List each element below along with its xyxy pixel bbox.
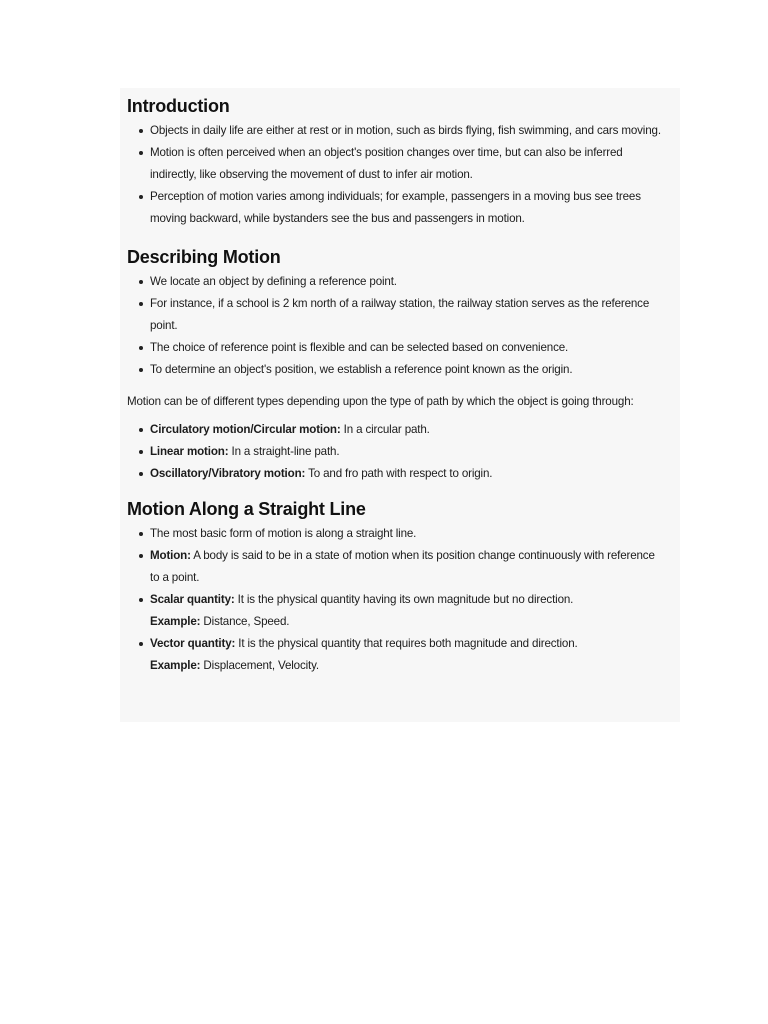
definition: In a circular path. [340,423,430,436]
term: Scalar quantity: [150,593,235,606]
list-item: The choice of reference point is flexible and can be selected based on convenience. [127,337,662,359]
introduction-heading: Introduction [127,96,230,116]
term: Oscillatory/Vibratory motion: [150,467,306,480]
term: Linear motion: [150,445,229,458]
describing-motion-heading: Describing Motion [127,247,281,267]
list-item: Motion is often perceived when an object's position changes over time, but can also be inferred indirectly, like observing the movement of dust to infer air motion. [127,142,662,186]
introduction-list [127,120,680,230]
list-item: For instance, if a school is 2 km north of a railway station, the railway station serves as the reference point. [127,293,662,337]
list-item: The most basic form of motion is along a straight line. [127,523,662,545]
example-label: Example: [150,615,201,628]
list-item: Perception of motion varies among individuals; for example, passengers in a moving bus see trees moving backward, while bystanders see the bus and passengers in motion. [127,186,662,230]
list-item [127,463,662,485]
term: Motion: [150,549,191,562]
straight-line-heading: Motion Along a Straight Line [127,499,366,519]
definition: To and fro path with respect to origin. [305,467,493,480]
list-item: We locate an object by defining a reference point. [127,271,662,293]
example-text: Displacement, Velocity. [200,659,319,672]
list-item: To determine an object's position, we establish a reference point known as the origin. [127,359,662,381]
list-item [127,441,662,463]
definition: A body is said to be in a state of motion when its position change continuously with reference to a point. [150,549,655,584]
definition: It is the physical quantity that requires both magnitude and direction. [235,637,578,650]
example-label: Example: [150,659,201,672]
list-item [127,633,662,677]
list-item [127,419,662,441]
motion-types-intro: Motion can be of different types depending upon the type of path by which the object is going through: [127,395,634,408]
term: Circulatory motion/Circular motion: [150,423,341,436]
motion-types-list [127,419,680,485]
straight-line-list [127,523,680,677]
example-text: Distance, Speed. [200,615,290,628]
term: Vector quantity: [150,637,236,650]
definition: It is the physical quantity having its own magnitude but no direction. [234,593,574,606]
definition: In a straight-line path. [228,445,340,458]
list-item [127,589,662,633]
describing-motion-list [127,271,680,381]
list-item: Objects in daily life are either at rest or in motion, such as birds flying, fish swimming, and cars moving. [127,120,662,142]
list-item [127,545,662,589]
notes-content [120,88,680,722]
